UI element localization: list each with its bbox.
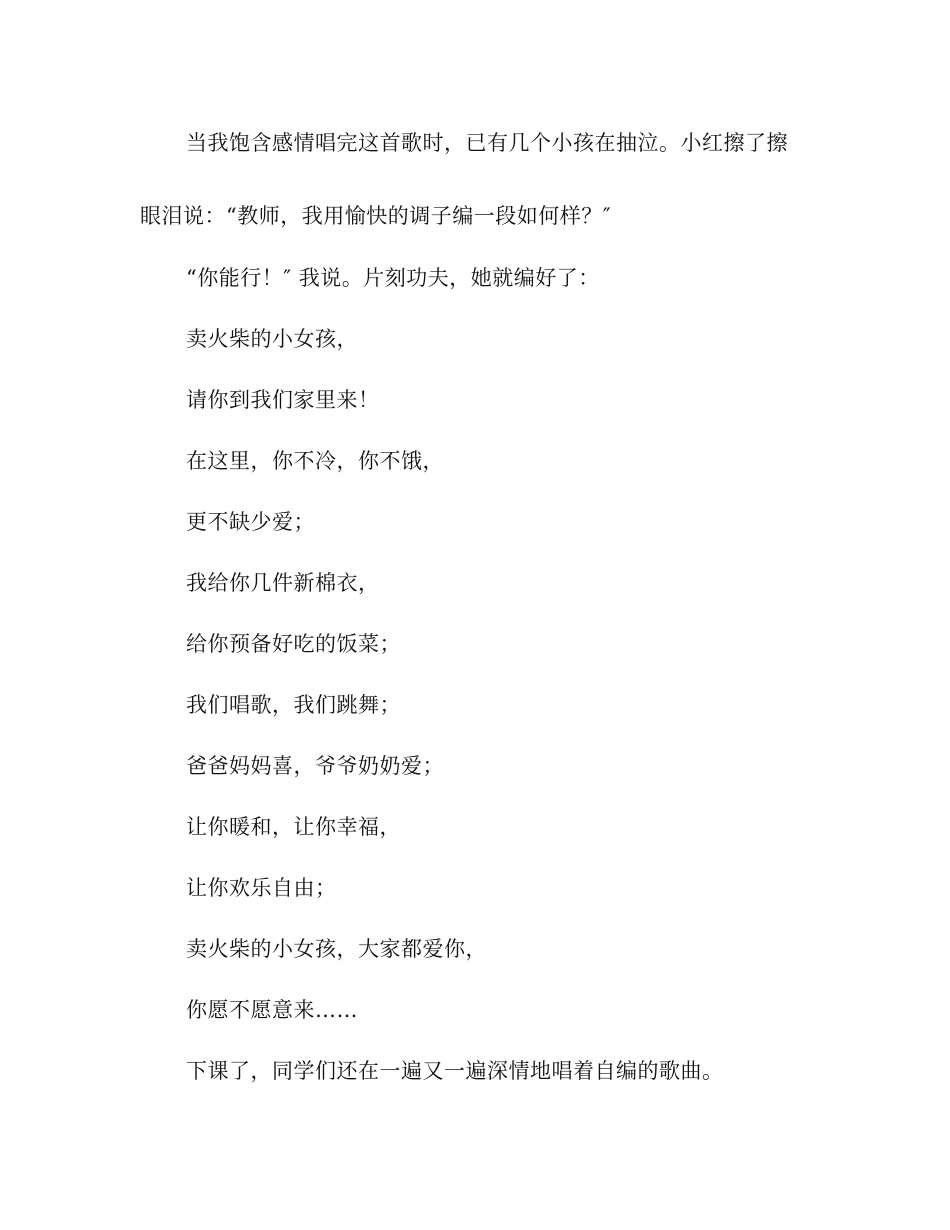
song-line: 让你欢乐自由；: [186, 876, 337, 900]
song-line: 让你暖和，让你幸福，: [186, 815, 401, 839]
song-line: 卖火柴的小女孩，大家都爱你，: [186, 937, 487, 961]
song-line: 在这里，你不冷，你不饿，: [186, 449, 444, 473]
paragraph-1-line-1: 当我饱含感情唱完这首歌时，已有几个小孩在抽泣。小红擦了擦: [186, 131, 788, 155]
song-line: 你愿不愿意来……: [186, 998, 358, 1022]
song-line: 爸爸妈妈喜，爷爷奶奶爱；: [186, 754, 444, 778]
song-line: 给你预备好吃的饭菜；: [186, 632, 401, 656]
song-line: 请你到我们家里来！: [186, 388, 380, 412]
song-line: 卖火柴的小女孩，: [186, 327, 358, 351]
paragraph-2: “你能行！″ 我说。片刻功夫，她就编好了：: [186, 266, 600, 290]
song-line: 我们唱歌，我们跳舞；: [186, 693, 401, 717]
paragraph-1-line-2: 眼泪说：“教师，我用愉快的调子编一段如何样？″: [140, 204, 612, 228]
song-line: 我给你几件新棉衣，: [186, 571, 380, 595]
closing-paragraph: 下课了，同学们还在一遍又一遍深情地唱着自编的歌曲。: [186, 1059, 724, 1083]
song-line: 更不缺少爱；: [186, 510, 315, 534]
